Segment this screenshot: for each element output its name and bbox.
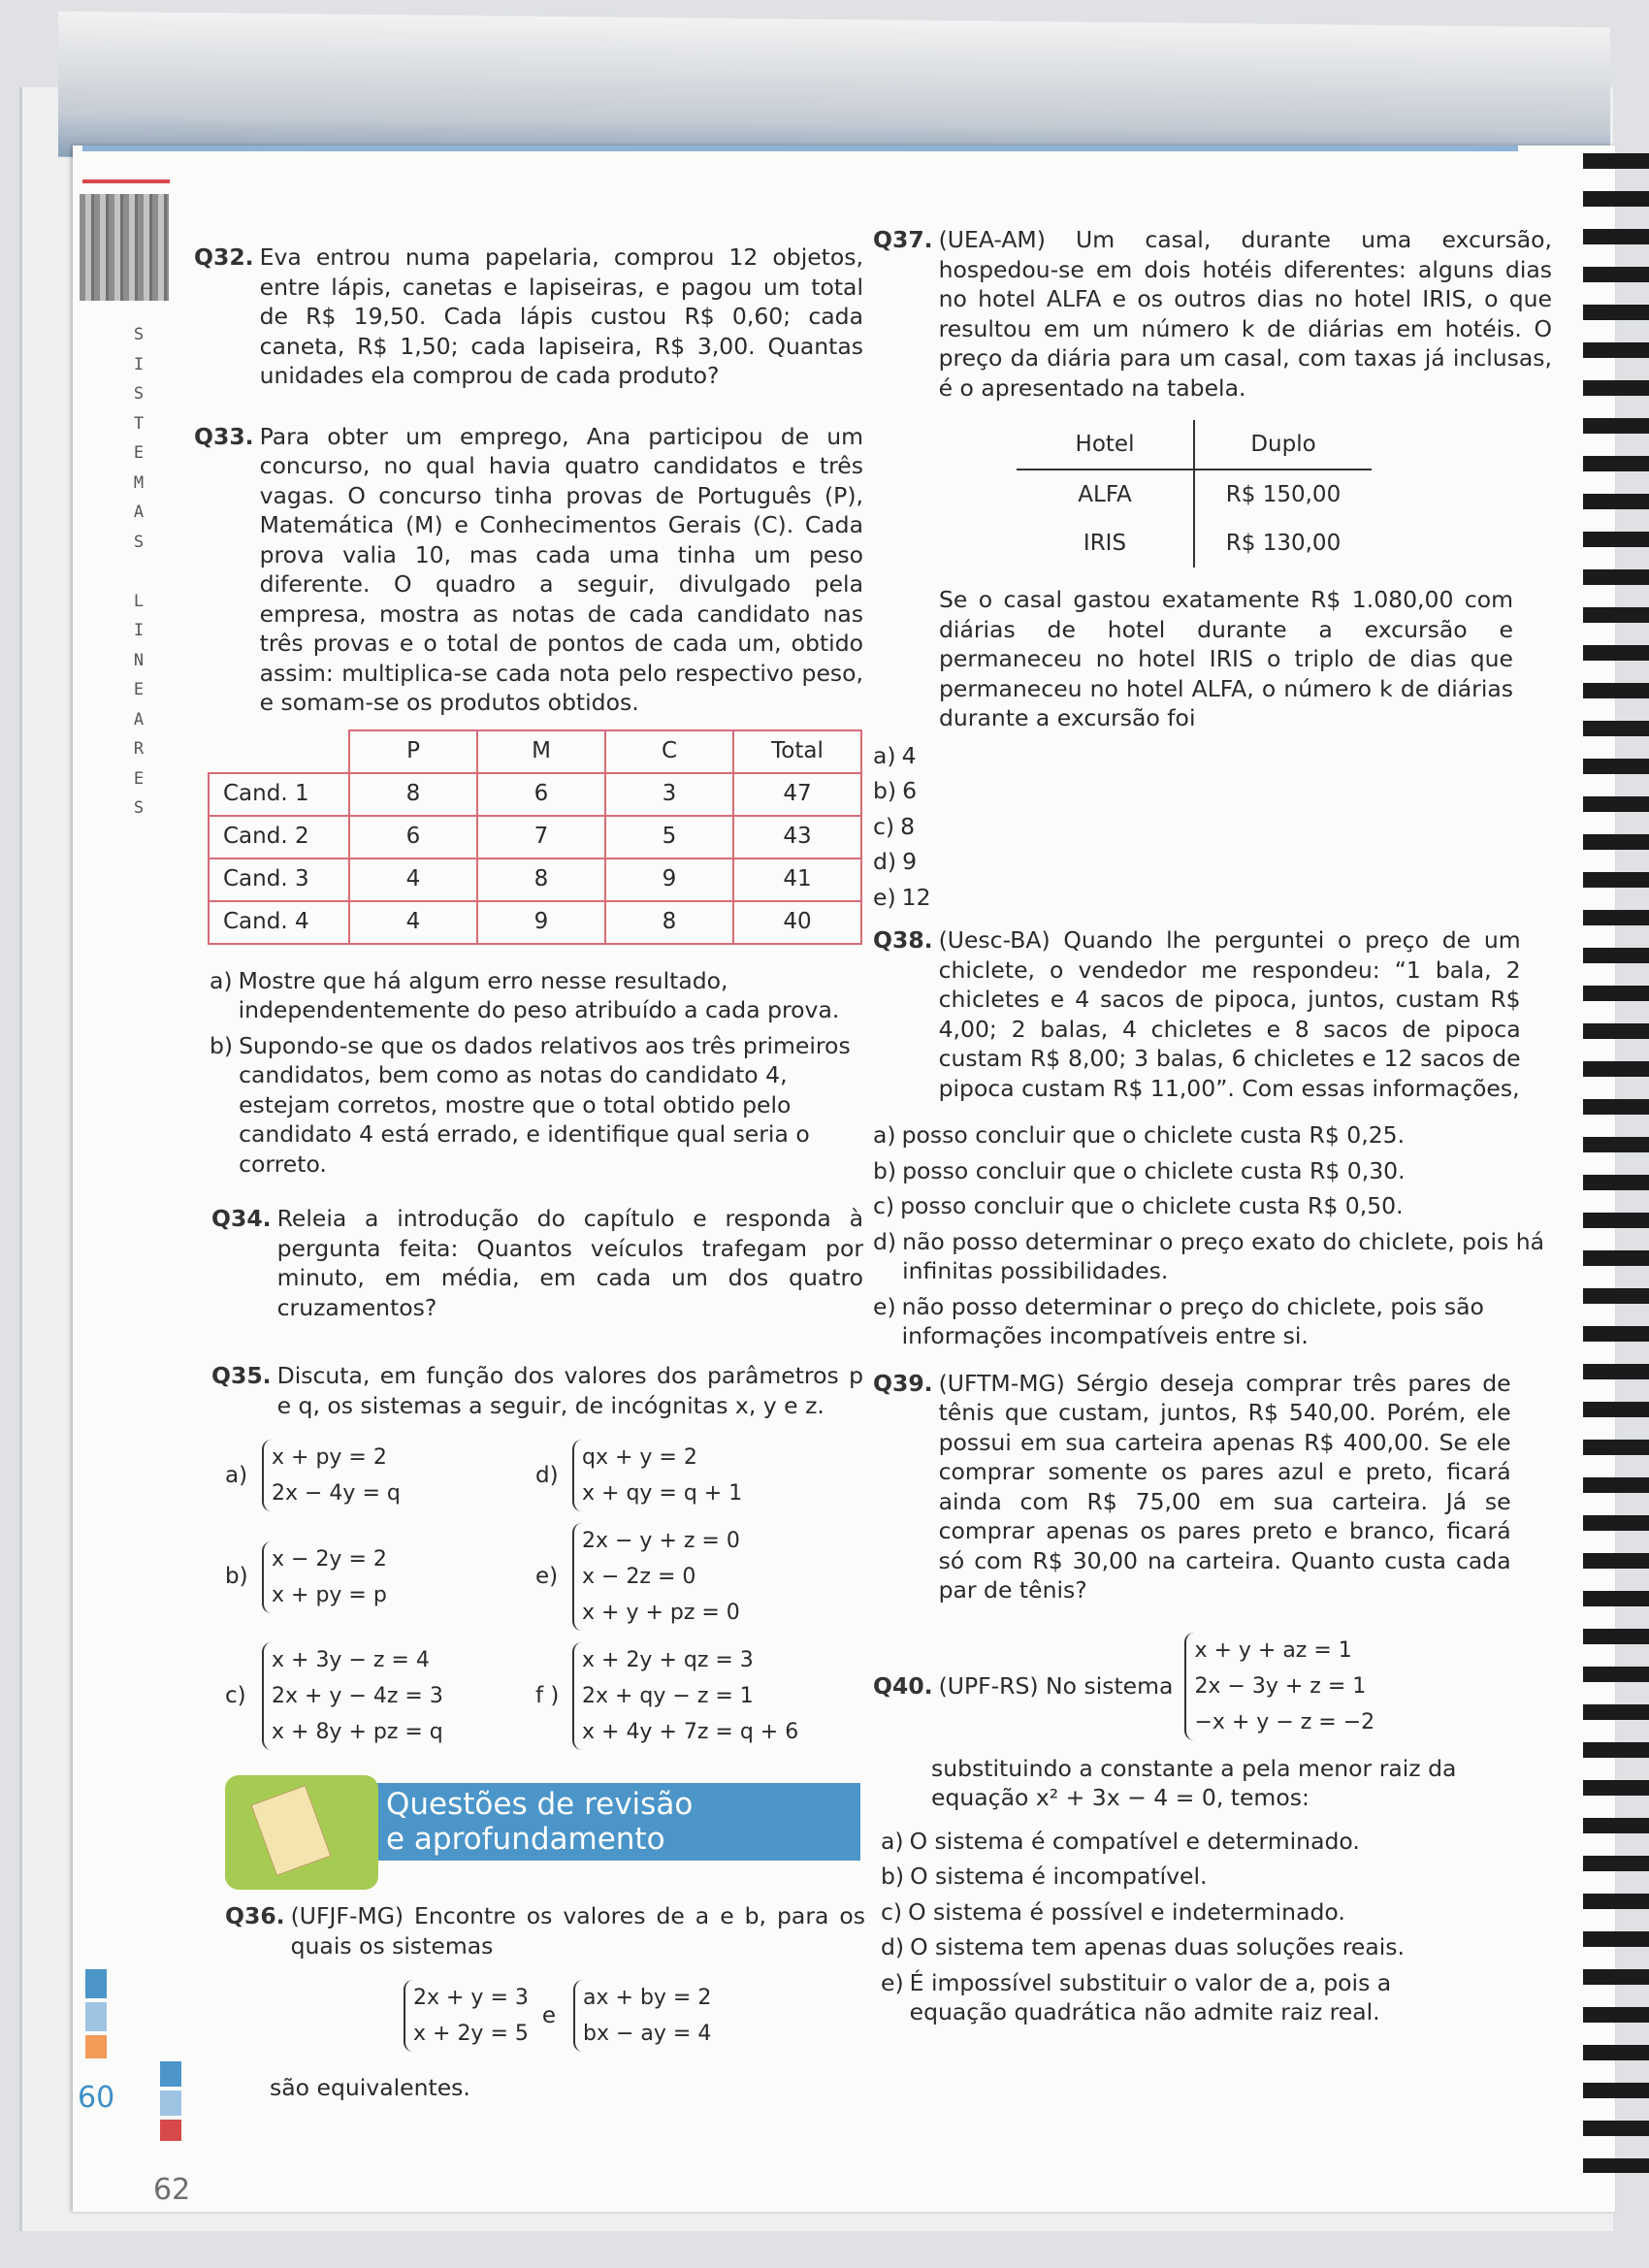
option-text: Mostre que há algum erro nesse resultado, independentemente do peso atribuído a cada prova. bbox=[238, 966, 840, 1023]
option-text: 8 bbox=[900, 812, 916, 840]
scroll-icon bbox=[225, 1775, 378, 1890]
option-letter: a) bbox=[210, 966, 233, 994]
table-cell: 5 bbox=[605, 816, 733, 859]
option-e bbox=[881, 1968, 1552, 2027]
table-cell: R$ 130,00 bbox=[1225, 530, 1342, 556]
question-text: (UFTM-MG) Sérgio deseja comprar três pares de tênis que custam, juntos, R$ 540,00. Porém, ele possui em sua carteira apenas R$ 400,00. Se ele comprar somente os pares azul e preto, ficará ainda com R$ 75,00 em sua carteira. Já se comprar apenas os pares preto e branco, ficará só com R$ 30,00 na carteira. Quanto custa cada par de tênis? bbox=[938, 1369, 1511, 1604]
page-top-rule bbox=[82, 146, 1518, 151]
table-cell: 43 bbox=[733, 816, 861, 859]
right-column bbox=[873, 225, 1552, 2033]
question-number: Q33. bbox=[194, 422, 254, 450]
option-letter: f ) bbox=[535, 1683, 560, 1709]
equation: x + py = 2 bbox=[272, 1445, 387, 1470]
row-label: Cand. 3 bbox=[209, 859, 349, 901]
option-a bbox=[210, 966, 863, 1025]
option-letter: e) bbox=[873, 1292, 896, 1320]
option-c bbox=[873, 1191, 1552, 1221]
banner-bar bbox=[351, 1783, 860, 1861]
system-e bbox=[535, 1523, 846, 1631]
option-b bbox=[881, 1862, 1552, 1892]
option-letter: b) bbox=[881, 1863, 905, 1890]
question-q40 bbox=[873, 1633, 1552, 1740]
option-text: O sistema é compatível e determinado. bbox=[909, 1827, 1360, 1855]
option-letter: a) bbox=[873, 741, 896, 769]
table-header: C bbox=[605, 730, 733, 773]
table-row bbox=[209, 901, 861, 944]
page-number: 62 bbox=[153, 2173, 191, 2207]
question-number: Q37. bbox=[873, 226, 933, 253]
question-text: (Uesc-BA) Quando lhe perguntei o preço de um chiclete, o vendedor me respondeu: “1 bala, 2 chicletes e 4 sacos de pipoca, juntos, custam R$ 4,00; 2 balas, 4 chicletes e 8 sacos de pipoca custam R$ 8,00; 3 balas, 6 chicletes e 12 sacos de pipoca custam R$ 11,00”. Com essas informações, bbox=[938, 926, 1521, 1102]
q38-options bbox=[873, 1120, 1552, 1351]
option-letter: d) bbox=[873, 848, 897, 875]
option-letter: d) bbox=[873, 1227, 897, 1255]
systems-row bbox=[225, 1440, 863, 1511]
question-text: (UPF-RS) No sistema bbox=[938, 1671, 1174, 1700]
system-d bbox=[535, 1440, 846, 1511]
option-text: 6 bbox=[902, 777, 918, 804]
question-text: (UEA-AM) Um casal, durante uma excursão, hospedou-se em dois hotéis diferentes: alguns dias no hotel ALFA e os outros dias no hotel IRIS, o que resultou em um número k de diárias em hotéis. O preço da diária para um casal, com taxas já inclusas, é o apresentado na tabela. bbox=[938, 226, 1552, 402]
option-text: O sistema é possível e indeterminado. bbox=[908, 1897, 1345, 1926]
option-a bbox=[881, 1827, 1552, 1857]
table-row bbox=[209, 773, 861, 816]
table-header-row bbox=[1017, 420, 1372, 470]
option-d bbox=[881, 1932, 1552, 1962]
option-text: não posso determinar o preço exato do chiclete, pois há infinitas possibilidades. bbox=[902, 1227, 1545, 1284]
equation: 2x + y = 3 bbox=[413, 1986, 529, 2010]
table-cell: 7 bbox=[477, 816, 605, 859]
option-letter: c) bbox=[873, 1192, 895, 1219]
chapter-vertical-label: S I S T E M A S L I N E A R E S bbox=[133, 325, 145, 818]
option-d bbox=[873, 1227, 1552, 1286]
question-number: Q40. bbox=[873, 1671, 933, 1700]
option-c bbox=[873, 812, 1552, 842]
option-letter: b) bbox=[873, 777, 897, 804]
option-letter: a) bbox=[873, 1121, 896, 1149]
option-letter: b) bbox=[210, 1031, 234, 1059]
option-text: posso concluir que o chiclete custa R$ 0,25. bbox=[901, 1121, 1406, 1149]
question-number: Q39. bbox=[873, 1369, 933, 1397]
systems-row bbox=[225, 1642, 863, 1750]
table-header: P bbox=[349, 730, 477, 773]
option-letter: e) bbox=[535, 1564, 559, 1590]
spiral-binding bbox=[1583, 136, 1649, 2173]
system-b bbox=[225, 1523, 535, 1631]
table-cell: ALFA bbox=[1017, 470, 1194, 519]
banner-title-line: Questões de revisão bbox=[386, 1787, 694, 1822]
banner-title bbox=[386, 1787, 693, 1857]
option-a bbox=[873, 741, 1552, 771]
option-e bbox=[873, 883, 1552, 913]
q35-systems bbox=[225, 1440, 863, 1750]
equation: x − 2z = 0 bbox=[582, 1565, 696, 1589]
table-header: Hotel bbox=[1017, 420, 1194, 470]
option-letter: a) bbox=[881, 1827, 904, 1855]
option-text: Supondo-se que os dados relativos aos três primeiros candidatos, bem como as notas do candidato 4, estejam corretos, mostre que o total obtido pelo candidato 4 está errado, e identifique qual seria o correto. bbox=[239, 1031, 851, 1178]
option-b bbox=[873, 1156, 1552, 1186]
mat-logo-upper bbox=[160, 2061, 185, 2141]
equation: x + 2y = 5 bbox=[413, 2022, 529, 2046]
question-q32 bbox=[194, 243, 863, 391]
question-text: Releia a introdução do capítulo e responda à pergunta feita: Quantos veículos trafegam por minuto, em média, em cada um dos quatro cruzamentos? bbox=[276, 1205, 863, 1321]
option-text: não posso determinar o preço do chiclete, pois são informações incompatíveis entre si. bbox=[901, 1292, 1484, 1349]
table-cell: 3 bbox=[605, 773, 733, 816]
equation: x + 2y + qz = 3 bbox=[582, 1648, 754, 1672]
question-number: Q36. bbox=[225, 1902, 285, 1929]
option-b bbox=[210, 1031, 863, 1180]
question-q36 bbox=[225, 1901, 865, 1960]
equation: x + 4y + 7z = q + 6 bbox=[582, 1720, 799, 1744]
equation: x + y + pz = 0 bbox=[582, 1601, 740, 1625]
equation: x + y + az = 1 bbox=[1194, 1637, 1352, 1663]
table-row bbox=[209, 816, 861, 859]
question-text: (UFJF-MG) Encontre os valores de a e b, para os quais os sistemas bbox=[290, 1902, 865, 1960]
system-c bbox=[225, 1642, 535, 1750]
table-cell: 47 bbox=[733, 773, 861, 816]
question-text-2: Se o casal gastou exatamente R$ 1.080,00 com diárias de hotel durante a excursão e permaneceu no hotel IRIS o triplo de dias que permaneceu no hotel ALFA, o número k de diárias durante a excursão foi bbox=[939, 586, 1513, 731]
option-letter: e) bbox=[873, 883, 896, 911]
table-row bbox=[209, 859, 861, 901]
table-cell: 8 bbox=[349, 773, 477, 816]
question-text-2: substituindo a constante a pela menor raiz da equação x² + 3x − 4 = 0, temos: bbox=[931, 1754, 1457, 1811]
q36-systems bbox=[400, 1980, 865, 2052]
table-header: Duplo bbox=[1194, 420, 1372, 470]
equation: bx − ay = 4 bbox=[583, 2022, 712, 2046]
page-number-back: 60 bbox=[78, 2081, 115, 2115]
option-letter: a) bbox=[225, 1462, 248, 1488]
system-f bbox=[535, 1642, 846, 1750]
option-text: posso concluir que o chiclete custa R$ 0,50. bbox=[900, 1192, 1404, 1219]
question-q34 bbox=[211, 1204, 863, 1322]
option-letter: c) bbox=[873, 812, 895, 840]
table-header: Total bbox=[733, 730, 861, 773]
equation: qx + y = 2 bbox=[582, 1445, 697, 1470]
red-rule bbox=[82, 179, 170, 183]
table-cell: 8 bbox=[477, 859, 605, 901]
table-cell: 8 bbox=[605, 901, 733, 944]
table-corner bbox=[209, 730, 349, 773]
equation: 2x + y − 4z = 3 bbox=[272, 1684, 443, 1708]
question-text: Eva entrou numa papelaria, comprou 12 objetos, entre lápis, canetas e lapiseiras, e pagou um total de R$ 19,50. Cada lápis custou R$ 0,60; cada caneta, R$ 1,50; cada lapiseira, R$ 3,00. Quantas unidades ela comprou de cada produto? bbox=[259, 243, 863, 389]
question-text: Discuta, em função dos valores dos parâmetros p e q, os sistemas a seguir, de incógnitas x, y e z. bbox=[276, 1362, 863, 1419]
table-cell: 41 bbox=[733, 859, 861, 901]
question-text: Para obter um emprego, Ana participou de um concurso, no qual havia quatro candidatos e três vagas. O concurso tinha provas de Português (P), Matemática (M) e Conhecimentos Gerais (C). Cada prova valia 10, mas cada uma tinha um peso diferente. O quadro a seguir, divulgado pela empresa, mostra as notas de cada candidato nas três provas e o total de pontos de cada um, obtido assim: multiplica-se cada nota pelo respectivo peso, e somam-se os produtos obtidos. bbox=[259, 422, 863, 716]
table-cell: 9 bbox=[605, 859, 733, 901]
table-header-row bbox=[209, 730, 861, 773]
table-cell: 40 bbox=[733, 901, 861, 944]
section-banner bbox=[225, 1775, 860, 1868]
option-letter: c) bbox=[225, 1683, 246, 1709]
option-text: posso concluir que o chiclete custa R$ 0,30. bbox=[902, 1156, 1406, 1184]
banner-title-line: e aprofundamento bbox=[386, 1822, 665, 1857]
paper-icon bbox=[250, 1785, 331, 1876]
chapter-photo-corner bbox=[80, 194, 169, 301]
question-q38 bbox=[873, 925, 1552, 1103]
option-text: É impossível substituir o valor de a, pois a equação quadrática não admite raiz real. bbox=[909, 1968, 1392, 2025]
equation: x + 3y − z = 4 bbox=[272, 1648, 430, 1672]
equation: x + qy = q + 1 bbox=[582, 1481, 743, 1506]
row-label: Cand. 1 bbox=[209, 773, 349, 816]
table-cell: IRIS bbox=[1017, 519, 1194, 567]
question-q36-block bbox=[225, 1901, 865, 2103]
table-cell: 4 bbox=[349, 901, 477, 944]
equation: 2x + qy − z = 1 bbox=[582, 1684, 754, 1708]
left-column bbox=[194, 243, 863, 1750]
option-text: 4 bbox=[901, 741, 917, 769]
option-a bbox=[873, 1120, 1552, 1150]
table-row bbox=[1017, 519, 1372, 567]
question-number: Q38. bbox=[873, 926, 933, 954]
table-cell: 6 bbox=[477, 773, 605, 816]
table-cell: 6 bbox=[349, 816, 477, 859]
option-text: O sistema tem apenas duas soluções reais. bbox=[910, 1933, 1406, 1960]
equation: x + 8y + pz = q bbox=[272, 1720, 443, 1744]
option-d bbox=[873, 847, 1552, 877]
connector: e bbox=[541, 2002, 557, 2028]
question-number: Q35. bbox=[211, 1362, 272, 1389]
row-label: Cand. 2 bbox=[209, 816, 349, 859]
q40-options bbox=[881, 1827, 1552, 2027]
option-letter: e) bbox=[881, 1968, 904, 1996]
question-number: Q32. bbox=[194, 243, 254, 271]
question-q37 bbox=[873, 225, 1552, 403]
option-b bbox=[873, 776, 1552, 806]
question-tail: são equivalentes. bbox=[270, 2074, 470, 2101]
systems-row bbox=[225, 1523, 863, 1631]
q33-options bbox=[210, 966, 863, 1180]
table-header: M bbox=[477, 730, 605, 773]
question-q39 bbox=[873, 1369, 1552, 1605]
question-q33 bbox=[194, 422, 863, 718]
equation: 2x − 4y = q bbox=[272, 1481, 401, 1506]
hotel-table bbox=[1017, 420, 1372, 567]
option-letter: b) bbox=[873, 1156, 897, 1184]
option-letter: b) bbox=[225, 1564, 248, 1590]
option-text: 9 bbox=[902, 848, 918, 875]
option-c bbox=[881, 1897, 1552, 1928]
table-cell: 9 bbox=[477, 901, 605, 944]
option-e bbox=[873, 1292, 1552, 1351]
option-letter: d) bbox=[881, 1933, 905, 1960]
option-text: O sistema é incompatível. bbox=[910, 1863, 1208, 1890]
q37-options bbox=[873, 741, 1552, 913]
equation: 2x − y + z = 0 bbox=[582, 1529, 740, 1553]
system-a bbox=[225, 1440, 535, 1511]
equation: −x + y − z = −2 bbox=[1194, 1709, 1375, 1734]
equation: x − 2y = 2 bbox=[272, 1546, 387, 1571]
row-label: Cand. 4 bbox=[209, 901, 349, 944]
equation: ax + by = 2 bbox=[583, 1986, 712, 2010]
table-row bbox=[1017, 470, 1372, 519]
question-q35 bbox=[211, 1361, 863, 1420]
option-letter: c) bbox=[881, 1897, 903, 1926]
option-text: 12 bbox=[901, 883, 931, 911]
equation: 2x − 3y + z = 1 bbox=[1194, 1673, 1367, 1699]
mat-logo-lower bbox=[85, 1969, 111, 2058]
option-letter: d) bbox=[535, 1462, 559, 1488]
scores-table bbox=[208, 729, 862, 945]
table-cell: 4 bbox=[349, 859, 477, 901]
question-number: Q34. bbox=[211, 1205, 272, 1232]
table-cell: R$ 150,00 bbox=[1225, 481, 1342, 507]
equation: x + py = p bbox=[272, 1582, 387, 1607]
